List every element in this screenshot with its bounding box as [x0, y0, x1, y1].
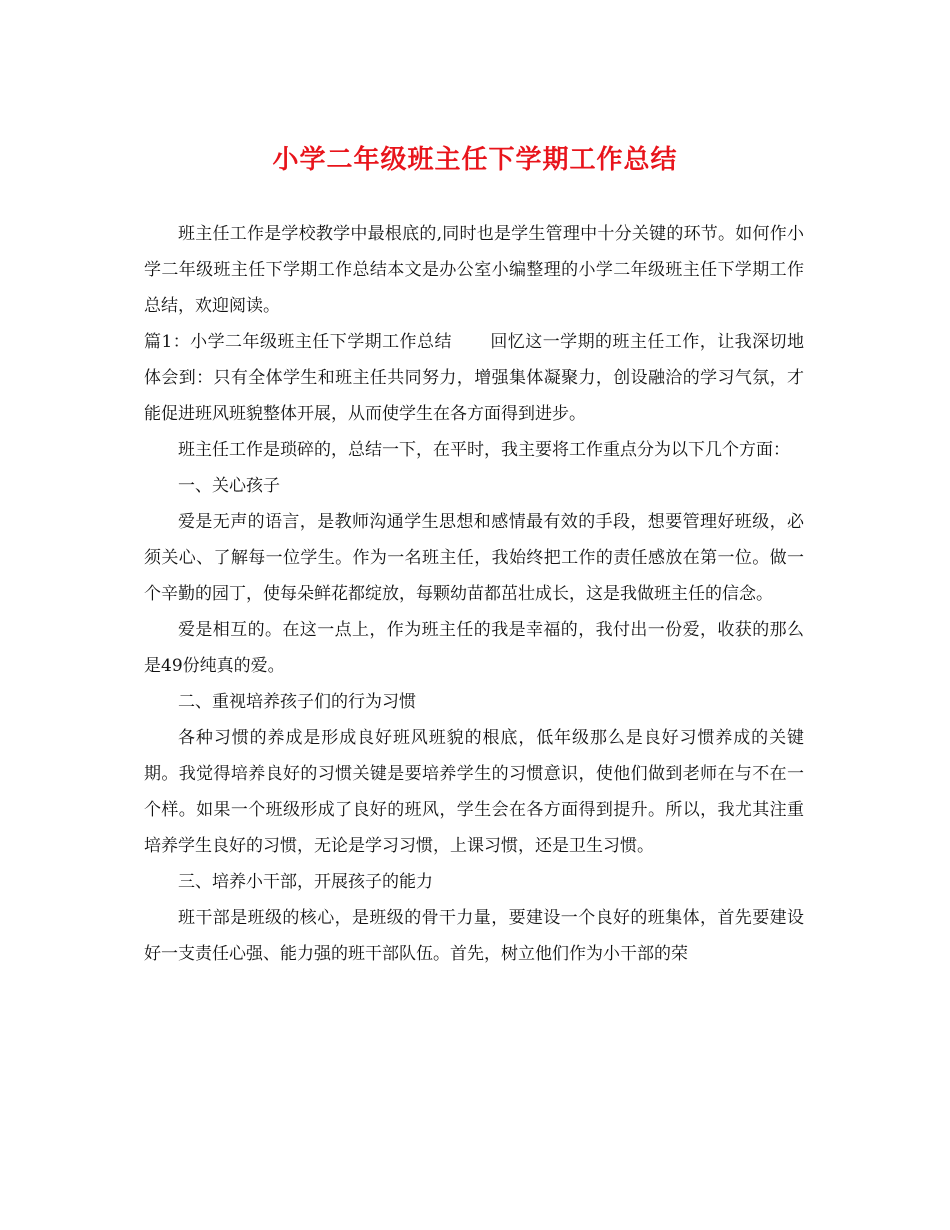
- document-title: 小学二年级班主任下学期工作总结: [272, 145, 678, 175]
- paragraph-intro: 班主任工作是学校教学中最根底的,同时也是学生管理中十分关键的环节。如何作小学二年级班主任下学期工作总结本文是办公室小编整理的小学二年级班主任下学期工作总结，欢迎阅读。: [144, 224, 804, 316]
- heading-class-cadres: 三、培养小干部，开展孩子的能力: [178, 872, 433, 892]
- paragraph-love: 爱是无声的语言，是教师沟通学生思想和感情最有效的手段，想要管理好班级，必须关心、了解每一位学生。作为一名班主任，我始终把工作的责任感放在第一位。做一个辛勤的园丁，使每朵鲜花都绽放，每颗幼苗都茁壮成长，这是我做班主任的信念。: [144, 512, 804, 604]
- paragraph-love-mutual: 爱是相互的。在这一点上，作为班主任的我是幸福的，我付出一份爱，收获的那么是49份纯真的爱。: [144, 620, 804, 676]
- section-heading: 篇1：小学二年级班主任下学期工作总结: [144, 332, 452, 352]
- paragraph-overview: 班主任工作是琐碎的，总结一下，在平时，我主要将工作重点分为以下几个方面：: [178, 440, 790, 460]
- paragraph-class-cadres: 班干部是班级的核心，是班级的骨干力量，要建设一个良好的班集体，首先要建设好一支责任心强、能力强的班干部队伍。首先，树立他们作为小干部的荣: [144, 908, 804, 964]
- document-body: [144, 216, 804, 972]
- paragraph-section-1: [144, 324, 804, 432]
- paragraph-habits: 各种习惯的养成是形成良好班风班貌的根底，低年级那么是良好习惯养成的关键期。我觉得培养良好的习惯关键是要培养学生的习惯意识，使他们做到老师在与不在一个样。如果一个班级形成了良好的班风，学生会在各方面得到提升。所以，我尤其注重培养学生良好的习惯，无论是学习习惯，上课习惯，还是卫生习惯。: [144, 728, 804, 856]
- heading-habits: 二、重视培养孩子们的行为习惯: [178, 692, 416, 712]
- heading-care-children: 一、关心孩子: [178, 476, 280, 496]
- paragraph-text: 回忆这一学期的班主任工作，让我深切地体会到：只有全体学生和班主任共同努力，增强集体凝聚力，创设融洽的学习气氛，才能促进班风班貌整体开展，从而使学生在各方面得到进步。: [144, 332, 804, 424]
